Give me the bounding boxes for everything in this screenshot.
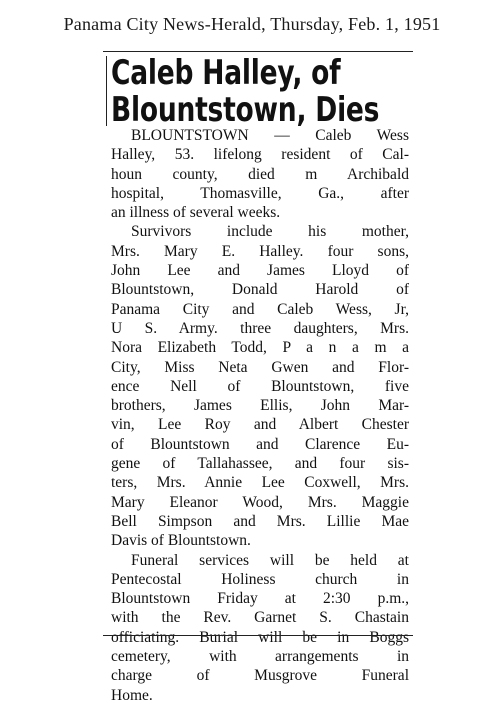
body-line: Survivors include his mother, [131, 223, 409, 241]
body-line: Bell Simpson and Mrs. Lillie Mae [111, 512, 409, 530]
body-line: ters, Mrs. Annie Lee Coxwell, Mrs. [111, 474, 409, 492]
body-line: hospital, Thomasville, Ga., after [111, 184, 409, 202]
body-line: Mrs. Mary E. Halley. four sons, [111, 242, 409, 260]
article-body [111, 126, 409, 705]
body-line: Davis of Blountstown. [111, 532, 251, 550]
column-rule [106, 56, 107, 126]
body-line: City, Miss Neta Gwen and Flor- [111, 358, 409, 376]
body-line: John Lee and James Lloyd of [111, 262, 409, 280]
body-line: an illness of several weeks. [111, 204, 281, 222]
body-line: vin, Lee Roy and Albert Chester [111, 416, 409, 434]
body-line: brothers, James Ellis, John Mar- [111, 397, 409, 415]
body-line: Blountstown, Donald Harold of [111, 281, 409, 299]
body-line: gene of Tallahassee, and four sis- [111, 455, 409, 473]
body-line: of Blountstown and Clarence Eu- [111, 435, 409, 453]
article-headline [111, 53, 380, 130]
body-line: charge of Musgrove Funeral [111, 667, 409, 685]
body-line: with the Rev. Garnet S. Chastain [111, 609, 409, 627]
body-line: Halley, 53. lifelong resident of Cal- [111, 146, 409, 164]
headline-line: Caleb Halley, of [111, 53, 341, 93]
body-line: Mary Eleanor Wood, Mrs. Maggie [111, 493, 409, 511]
headline-line: Blountstown, Dies [111, 90, 380, 130]
body-line: Home. [111, 686, 153, 704]
body-line: officiating. Burial will be in Boggs [111, 628, 409, 646]
body-line: Blountstown Friday at 2:30 p.m., [111, 590, 409, 608]
bottom-rule [103, 635, 413, 636]
top-rule [103, 51, 413, 52]
body-line: BLOUNTSTOWN — Caleb Wess [131, 127, 409, 144]
newspaper-masthead: Panama City News-Herald, Thursday, Feb. 1, 1951 [63, 14, 441, 34]
body-line: cemetery, with arrangements in [111, 648, 409, 666]
body-line: Funeral services will be held at [131, 551, 409, 569]
body-line: houn county, died m Archibald [111, 165, 409, 183]
body-line: Pentecostal Holiness church in [111, 570, 409, 588]
body-line: ence Nell of Blountstown, five [111, 377, 409, 395]
body-line: U S. Army. three daughters, Mrs. [111, 319, 409, 337]
body-line: Panama City and Caleb Wess, Jr, [111, 300, 409, 318]
body-line: Nora Elizabeth Todd, P a n a m a [111, 339, 409, 357]
